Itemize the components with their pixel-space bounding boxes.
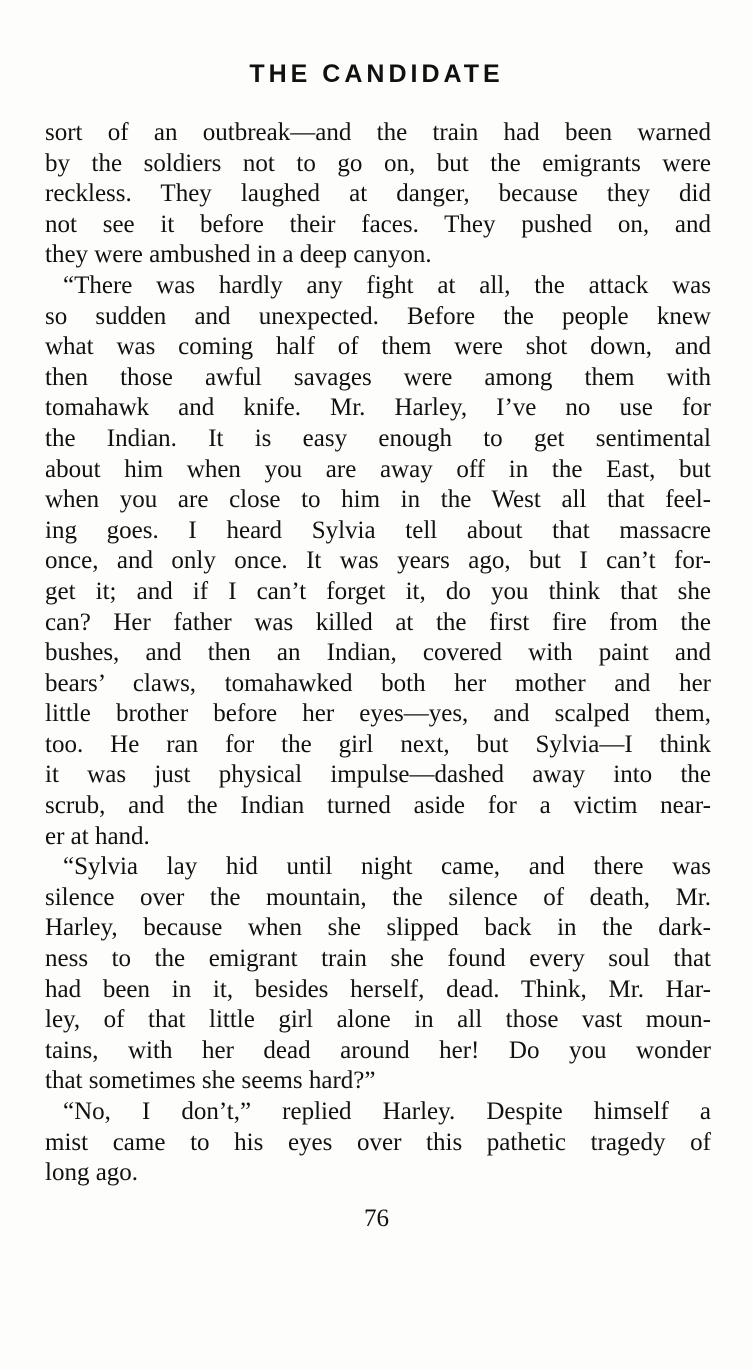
text-line: reckless. They laughed at danger, because they did <box>45 180 711 208</box>
text-line: little brother before her eyes—yes, and scalped them, <box>45 700 711 728</box>
text-line: then those awful savages were among them with <box>45 363 711 391</box>
text-line: the Indian. It is easy enough to get sentimental <box>45 424 711 452</box>
text-line: ing goes. I heard Sylvia tell about that massacre <box>45 516 711 544</box>
text-line: once, and only once. It was years ago, but I can’t for- <box>45 547 711 575</box>
text-line: it was just physical impulse—dashed away into the <box>45 761 711 789</box>
text-line: bears’ claws, tomahawked both her mother and her <box>45 669 711 697</box>
running-head: THE CANDIDATE <box>249 60 504 88</box>
text-line: had been in it, besides herself, dead. Think, Mr. Har- <box>45 975 711 1003</box>
text-line: scrub, and the Indian turned aside for a victim near- <box>45 792 711 820</box>
text-line: can? Her father was killed at the first fire from the <box>45 608 711 636</box>
text-line: long ago. <box>45 1159 139 1187</box>
text-line: get it; and if I can’t forget it, do you think that she <box>45 577 711 605</box>
text-line: what was coming half of them were shot down, and <box>45 333 711 361</box>
text-line: too. He ran for the girl next, but Sylvia—I think <box>45 730 711 758</box>
text-line: ley, of that little girl alone in all those vast moun- <box>45 1006 711 1034</box>
text-line: er at hand. <box>45 822 150 850</box>
text-line: that sometimes she seems hard?” <box>45 1067 376 1095</box>
text-line: when you are close to him in the West all that feel- <box>45 486 711 514</box>
text-line: about him when you are away off in the East, but <box>45 455 711 483</box>
text-line: tains, with her dead around her! Do you wonder <box>45 1036 711 1064</box>
text-line: silence over the mountain, the silence of death, Mr. <box>45 883 711 911</box>
text-line: not see it before their faces. They pushed on, and <box>45 210 711 238</box>
page-number: 76 <box>364 1205 389 1232</box>
text-line: by the soldiers not to go on, but the emigrants were <box>45 149 711 177</box>
text-line: “Sylvia lay hid until night came, and there was <box>63 853 711 881</box>
body-text <box>45 118 711 1189</box>
text-line: “There was hardly any fight at all, the attack was <box>63 271 711 299</box>
text-line: ness to the emigrant train she found every soul that <box>45 945 711 973</box>
text-line: so sudden and unexpected. Before the people knew <box>45 302 711 330</box>
text-line: Harley, because when she slipped back in the dark- <box>45 914 711 942</box>
text-line: “No, I don’t,” replied Harley. Despite himself a <box>63 1098 711 1125</box>
text-line: they were ambushed in a deep canyon. <box>45 241 432 269</box>
text-line: bushes, and then an Indian, covered with paint and <box>45 639 711 667</box>
text-line: tomahawk and knife. Mr. Harley, I’ve no use for <box>45 394 711 422</box>
text-line: sort of an outbreak—and the train had been warned <box>45 119 711 146</box>
text-line: mist came to his eyes over this pathetic tragedy of <box>45 1128 711 1156</box>
